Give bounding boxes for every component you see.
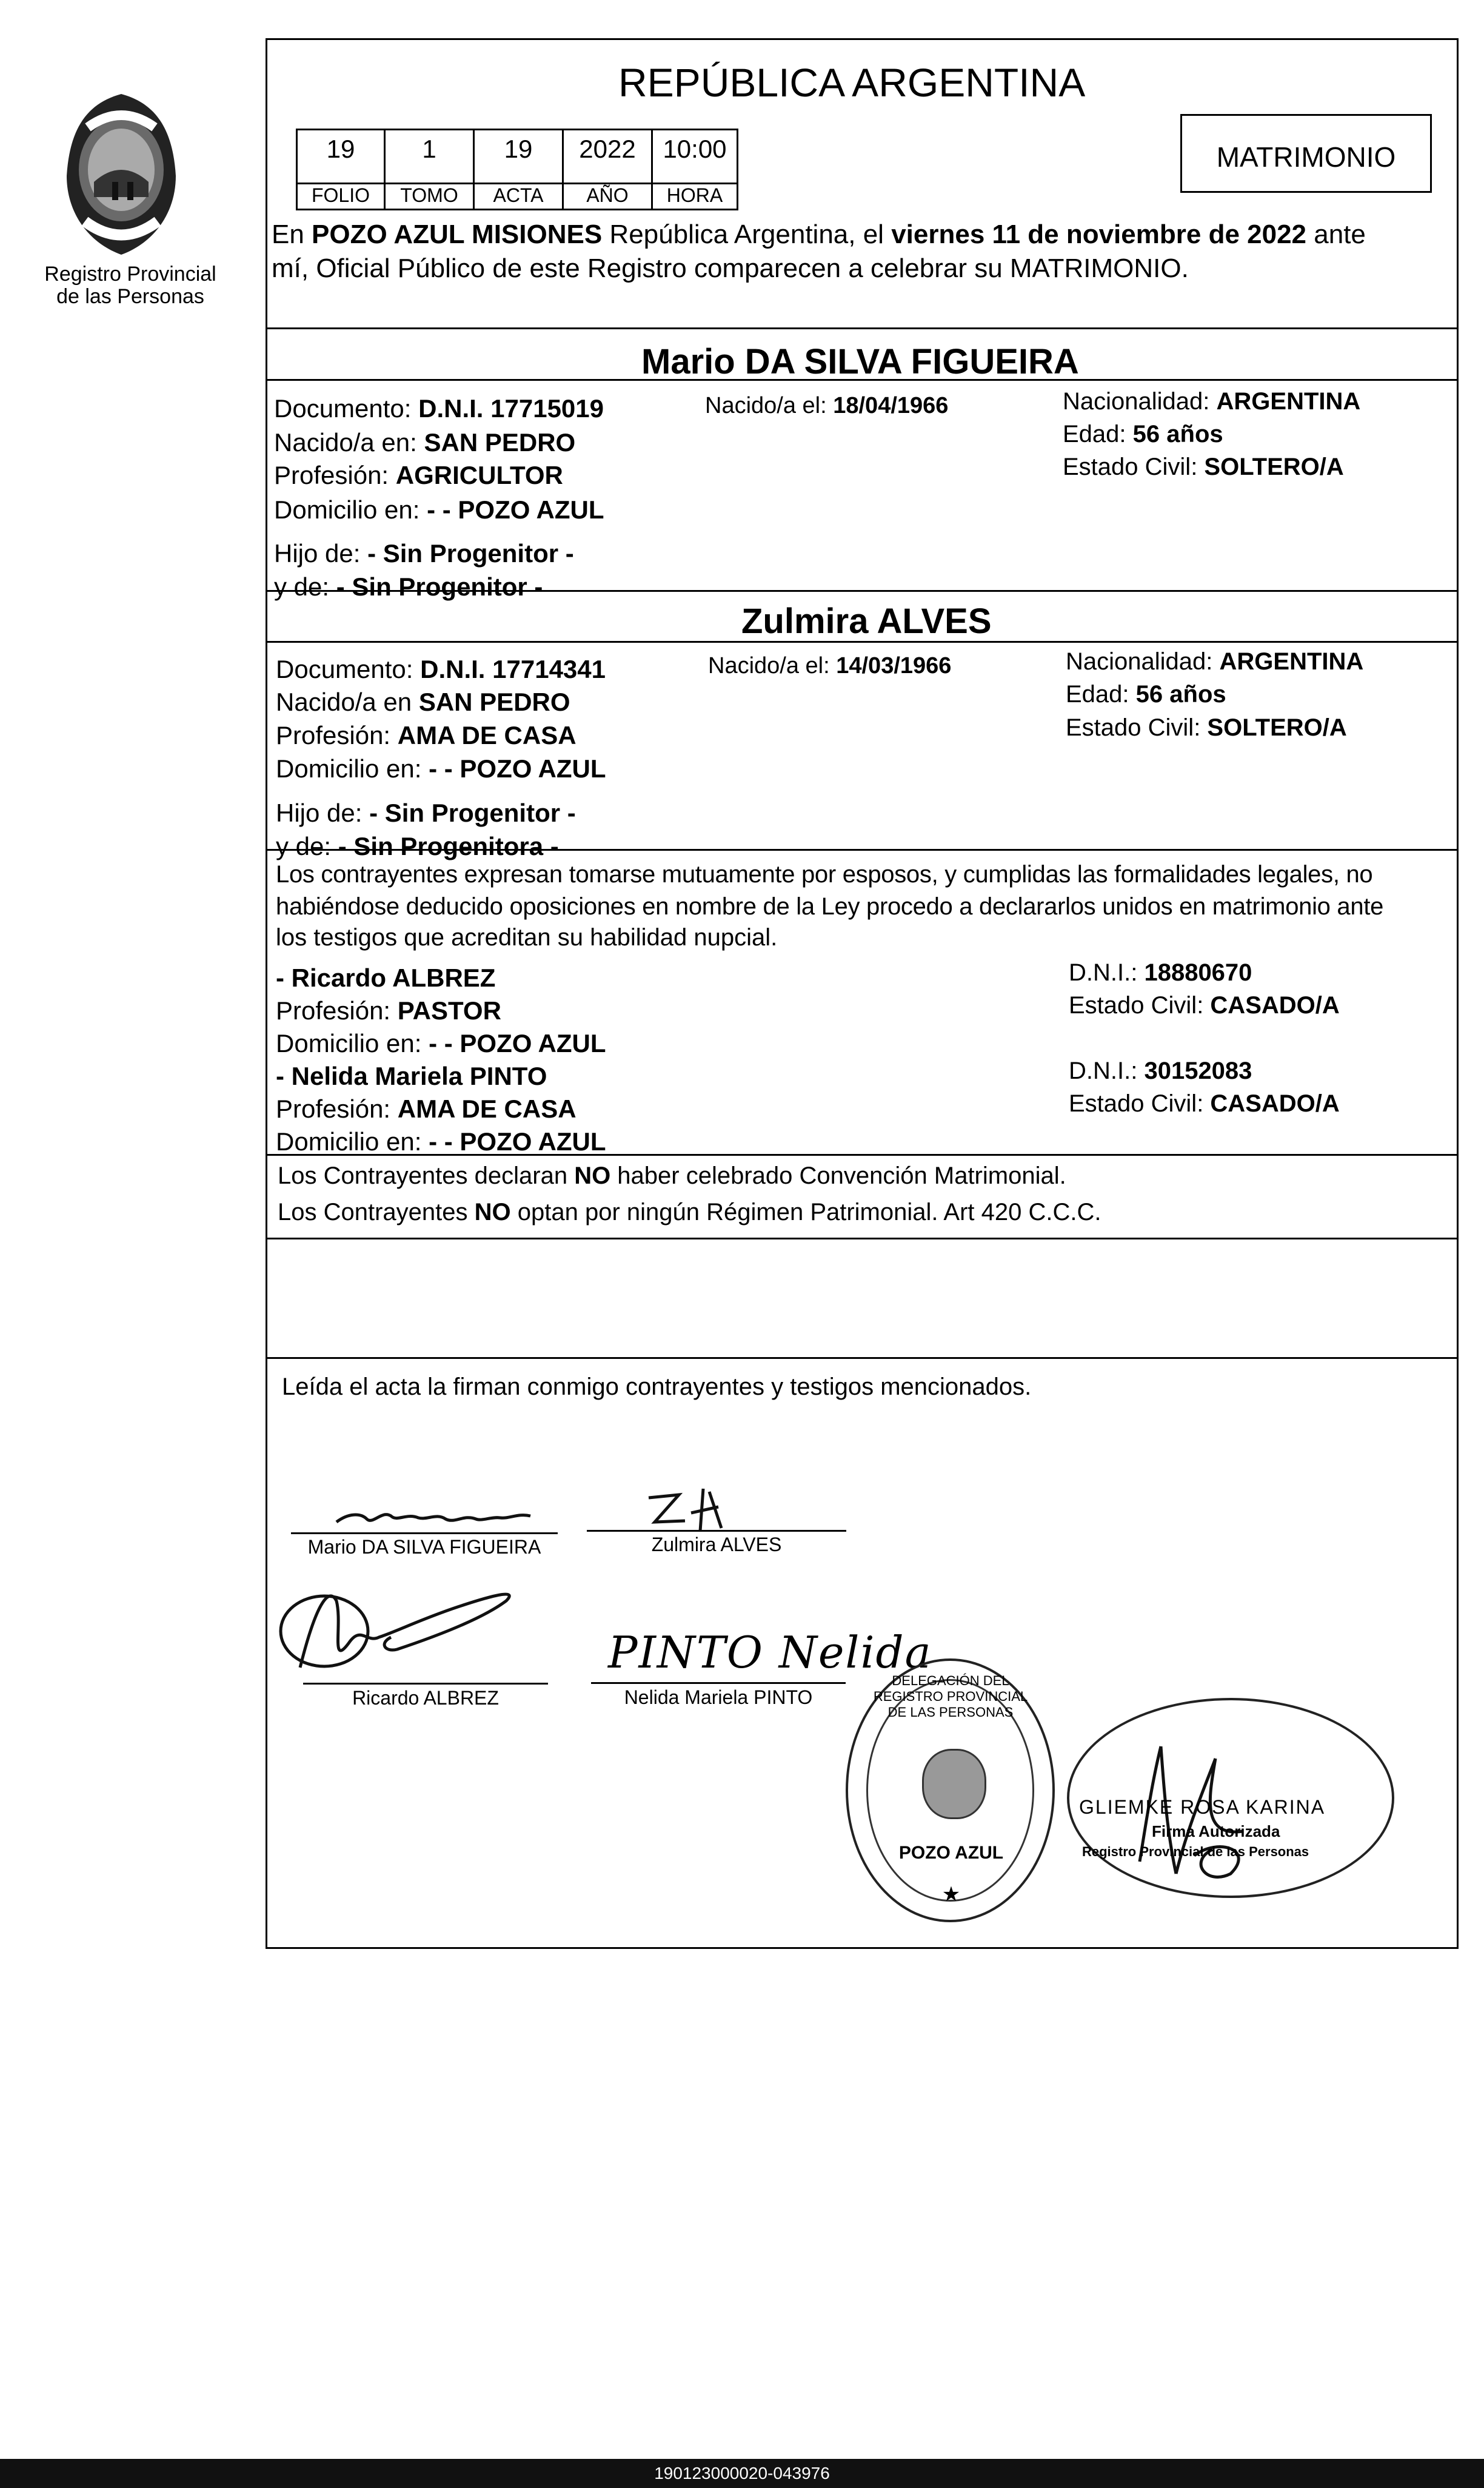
witness1-name: - Ricardo ALBREZ <box>276 964 496 992</box>
registry-caption-line2: de las Personas <box>56 285 204 308</box>
spouse2-document: Documento: D.N.I. 17714341 <box>276 655 606 683</box>
spouse1-age: Edad: 56 años <box>1063 421 1223 448</box>
spouse2-civil-status: Estado Civil: SOLTERO/A <box>1066 714 1347 741</box>
act-type-label: MATRIMONIO <box>1216 141 1396 173</box>
declaration-line-1: Los contrayentes expresan tomarse mutuamente por esposos, y cumplidas las formalidades legales, no <box>276 861 1373 888</box>
spouse1-address: Domicilio en: - - POZO AZUL <box>274 495 604 524</box>
witness1-dni: D.N.I.: 18880670 <box>1069 959 1252 986</box>
divider <box>267 849 1457 851</box>
field-folio: 19 <box>296 129 386 184</box>
page-title: REPÚBLICA ARGENTINA <box>618 60 1086 105</box>
spouse2-birth-date: Nacido/a el: 14/03/1966 <box>708 653 952 679</box>
intro-line-2: mí, Oficial Público de este Registro comparecen a celebrar su MATRIMONIO. <box>272 253 1189 283</box>
divider <box>267 641 1457 643</box>
province-seal <box>52 91 191 258</box>
spouse2-age: Edad: 56 años <box>1066 681 1226 708</box>
spouse1-civil-status: Estado Civil: SOLTERO/A <box>1063 454 1344 480</box>
field-hora: 10:00 <box>651 129 738 184</box>
witness2-dni: D.N.I.: 30152083 <box>1069 1058 1252 1084</box>
signature-label-witness2: Nelida Mariela PINTO <box>624 1686 813 1708</box>
seal-emblem-icon <box>52 91 191 258</box>
signature-line <box>303 1683 548 1685</box>
witness2-signature: PINTO Nelida <box>608 1627 932 1678</box>
field-acta: 19 <box>473 129 564 184</box>
registry-stamp <box>846 1658 1055 1922</box>
stamp-ring-text: DELEGACIÓN DEL REGISTRO PROVINCIAL DE LAS PERSONAS <box>873 1673 1028 1720</box>
spouse2-profession: Profesión: AMA DE CASA <box>276 721 577 749</box>
act-type-box <box>1180 114 1432 193</box>
divider <box>267 1357 1457 1359</box>
signature-label-witness1: Ricardo ALBREZ <box>352 1687 499 1709</box>
stamp-emblem-icon <box>922 1749 986 1819</box>
official-role: Firma Autorizada <box>1152 1822 1280 1840</box>
register-fields <box>296 129 738 212</box>
spouse2-mother: y de: - Sin Progenitora - <box>276 832 559 860</box>
witness2-address: Domicilio en: - - POZO AZUL <box>276 1127 606 1156</box>
spouse2-father: Hijo de: - Sin Progenitor - <box>276 799 576 827</box>
spouse1-signature <box>330 1495 536 1537</box>
label-ano: AÑO <box>562 183 653 210</box>
spouse2-signature <box>643 1480 740 1537</box>
witness1-address: Domicilio en: - - POZO AZUL <box>276 1029 606 1058</box>
official-entity: Registro Provincial de las Personas <box>1082 1844 1309 1859</box>
signature-line <box>587 1530 846 1532</box>
spouse1-nationality: Nacionalidad: ARGENTINA <box>1063 388 1361 415</box>
spouse2-birth-place: Nacido/a en SAN PEDRO <box>276 688 570 716</box>
witness1-signature <box>276 1577 530 1692</box>
witness2-civil-status: Estado Civil: CASADO/A <box>1069 1090 1340 1117</box>
spouse1-birth-place: Nacido/a en: SAN PEDRO <box>274 428 576 457</box>
stamp-center-text: POZO AZUL <box>898 1843 1004 1863</box>
footer-code: 190123000020-043976 <box>654 2464 830 2483</box>
declaration-line-2: habiéndose deducido oposiciones en nombre de la Ley procedo a declararlos unidos en matrimonio ante <box>276 893 1384 920</box>
star-icon: ★ <box>941 1883 961 1906</box>
witness2-profession: Profesión: AMA DE CASA <box>276 1095 577 1123</box>
spouse1-mother: y de: - Sin Progenitor - <box>274 572 543 601</box>
regime-line-1: Los Contrayentes declaran NO haber celebrado Convención Matrimonial. <box>278 1162 1066 1189</box>
closing-statement: Leída el acta la firman conmigo contrayentes y testigos mencionados. <box>282 1373 1032 1400</box>
spouse1-name: Mario DA SILVA FIGUEIRA <box>641 342 1079 381</box>
spouse1-father: Hijo de: - Sin Progenitor - <box>274 539 574 568</box>
divider <box>267 590 1457 592</box>
signature-label-spouse2: Zulmira ALVES <box>651 1534 782 1555</box>
spouse1-profession: Profesión: AGRICULTOR <box>274 461 563 489</box>
signature-line <box>591 1682 846 1684</box>
divider <box>267 327 1457 329</box>
label-folio: FOLIO <box>296 183 386 210</box>
field-tomo: 1 <box>384 129 475 184</box>
official-name: GLIEMKE ROSA KARINA <box>1079 1796 1326 1818</box>
signature-label-spouse1: Mario DA SILVA FIGUEIRA <box>307 1536 541 1558</box>
divider <box>267 1238 1457 1239</box>
label-hora: HORA <box>651 183 738 210</box>
divider <box>267 1154 1457 1156</box>
field-ano: 2022 <box>562 129 653 184</box>
label-tomo: TOMO <box>384 183 475 210</box>
witness2-name: - Nelida Mariela PINTO <box>276 1062 547 1090</box>
spouse2-address: Domicilio en: - - POZO AZUL <box>276 754 606 783</box>
declaration-line-3: los testigos que acreditan su habilidad nupcial. <box>276 924 778 951</box>
spouse1-document: Documento: D.N.I. 17715019 <box>274 394 604 423</box>
label-acta: ACTA <box>473 183 564 210</box>
witness1-civil-status: Estado Civil: CASADO/A <box>1069 992 1340 1019</box>
intro-line-1: En POZO AZUL MISIONES República Argentina, el viernes 11 de noviembre de 2022 ante <box>272 220 1366 249</box>
signature-line <box>291 1532 558 1534</box>
witness1-profession: Profesión: PASTOR <box>276 996 501 1025</box>
spouse2-nationality: Nacionalidad: ARGENTINA <box>1066 648 1364 675</box>
spouse2-name: Zulmira ALVES <box>741 602 992 641</box>
spouse1-birth-date: Nacido/a el: 18/04/1966 <box>705 393 949 418</box>
footer-bar <box>0 2459 1484 2488</box>
regime-line-2: Los Contrayentes NO optan por ningún Régimen Patrimonial. Art 420 C.C.C. <box>278 1199 1101 1226</box>
registry-caption-line1: Registro Provincial <box>44 263 216 286</box>
divider <box>267 379 1457 381</box>
